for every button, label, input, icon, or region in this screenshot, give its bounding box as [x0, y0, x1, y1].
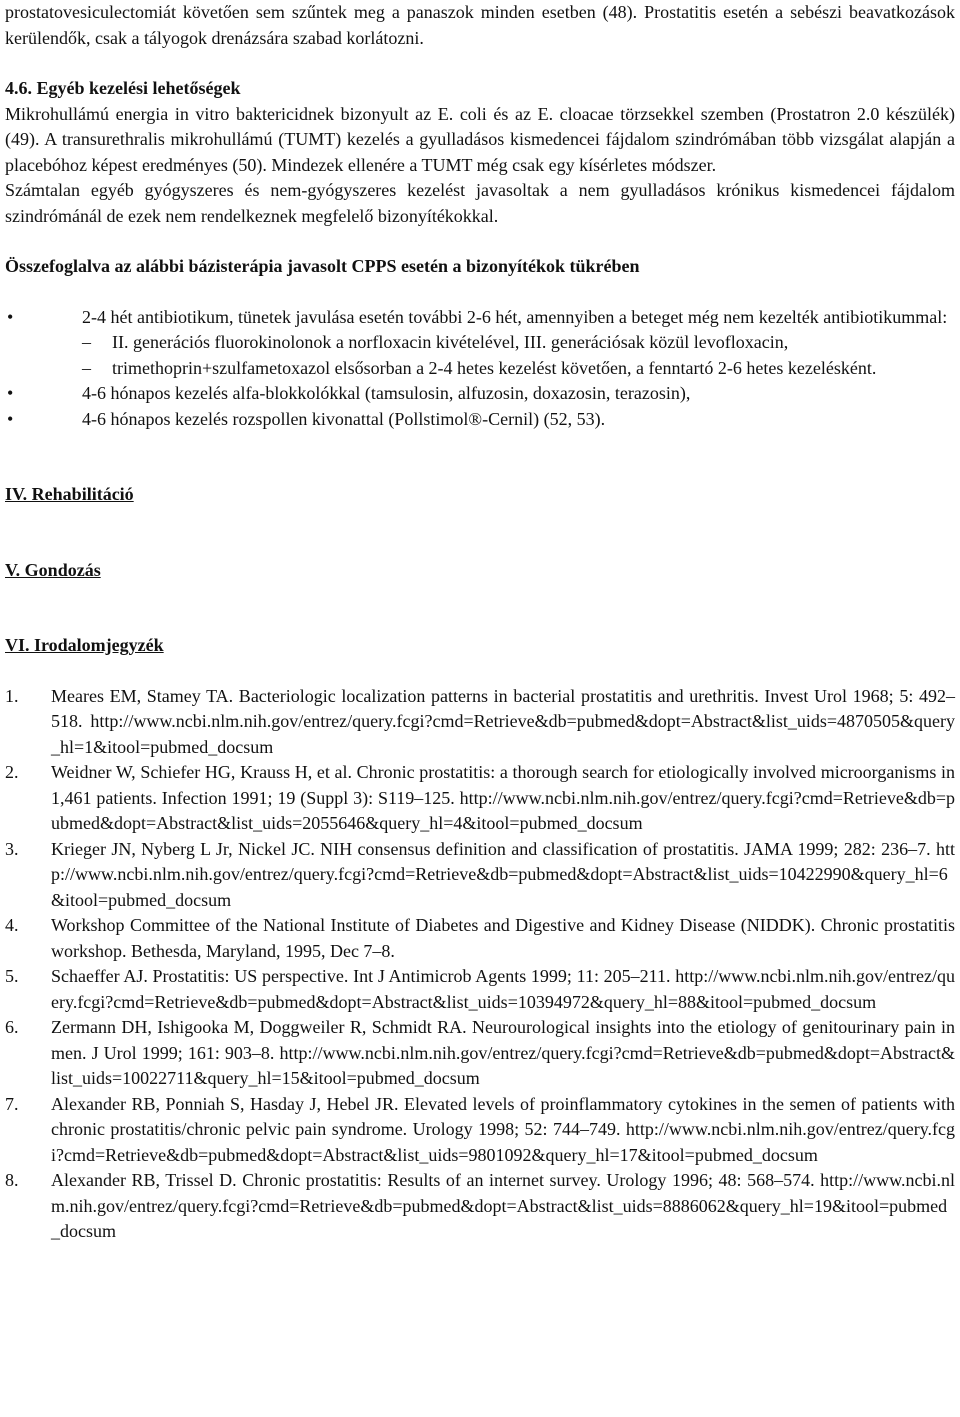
reference-url-link[interactable]: http://www.ncbi.nlm.nih.gov/entrez/query.fcgi?cmd=Retrieve&db=pubmed&dopt=Abstract&list_uids=10022711&query_hl=15&itool=pubmed_docsum	[51, 1042, 955, 1088]
section-heading-care: V. Gondozás	[5, 559, 101, 580]
reference-body	[51, 964, 955, 1015]
dash-text-trimethoprim: trimethoprin+szulfametoxazol elsősorban a 2-4 hetes kezelést követően, a fenntartó 2-6 hetes kezelésként.	[112, 357, 877, 378]
reference-item	[5, 837, 955, 914]
reference-number: 5.	[5, 966, 19, 986]
reference-url-link[interactable]: http://www.ncbi.nlm.nih.gov/entrez/query.fcgi?cmd=Retrieve&db=pubmed&dopt=Abstract&list_uids=4870505&query_hl=1&itool=pubmed_docsum	[51, 711, 955, 757]
reference-number: 2.	[5, 762, 19, 782]
other-treatments-paragraph: Számtalan egyéb gyógyszeres és nem-gyógyszeres kezelést javasoltak a nem gyulladásos krónikus kismedencei fájdalom szindrómánál de ezek nem rendelkeznek megfelelő bizonyítékokkal.	[5, 180, 955, 226]
reference-body	[51, 913, 955, 964]
reference-url-link[interactable]: http://www.ncbi.nlm.nih.gov/entrez/query.fcgi?cmd=Retrieve&db=pubmed&dopt=Abstract&list_uids=10394972&query_hl=88&itool=pubmed_docsum	[51, 966, 955, 1012]
reference-body	[51, 760, 955, 837]
reference-url-link[interactable]: http://www.ncbi.nlm.nih.gov/entrez/query.fcgi?cmd=Retrieve&db=pubmed&dopt=Abstract&list_uids=10422990&query_hl=6&itool=pubmed_docsum	[51, 838, 955, 910]
section-heading-references: VI. Irodalomjegyzék	[5, 635, 164, 655]
reference-item	[5, 1015, 955, 1092]
bullet-icon: •	[7, 306, 14, 327]
list-item	[5, 407, 955, 433]
reference-number: 7.	[5, 1093, 19, 1114]
reference-citation: Workshop Committee of the National Institute of Diabetes and Digestive and Kidney Disease (NIDDK). Chronic prostatitis workshop. Bethesda, Maryland, 1995, Dec 7–8.	[51, 915, 955, 961]
reference-citation: Schaeffer AJ. Prostatitis: US perspective. Int J Antimicrob Agents 1999; 11: 205–211.	[51, 966, 671, 986]
reference-number: 1.	[5, 685, 19, 706]
reference-body	[51, 684, 955, 761]
bullet-text-alpha-blockers: 4-6 hónapos kezelés alfa-blokkolókkal (tamsulosin, alfuzosin, doxazosin, terazosin),	[82, 383, 691, 403]
list-item	[82, 356, 955, 382]
reference-body	[51, 1168, 955, 1245]
microwave-paragraph: Mikrohullámú energia in vitro baktericidnek bizonyult az E. coli és az E. cloacae törzsekkel szemben (Prostatron 2.0 készülék) (49). A transurethralis mikrohullámú (TUMT) kezelés a gyulladásos kismedencei fájdalom szindrómában több vizsgálat alapján a placebóhoz képest eredményes (50). Mindezek ellenére a TUMT még csak egy kísérletes módszer.	[5, 103, 955, 175]
section-heading-4-6: 4.6. Egyéb kezelési lehetőségek	[5, 78, 241, 98]
reference-citation: Alexander RB, Trissel D. Chronic prostatitis: Results of an internet survey. Urology 1996; 48: 568–574.	[51, 1170, 815, 1190]
reference-body	[51, 1092, 955, 1169]
intro-paragraph: prostatovesiculectomiát követően sem szűntek meg a panaszok minden esetben (48). Prostatitis esetén a sebészi beavatkozások kerülendők, csak a tályogok drenázsára szabad korlátozni.	[5, 2, 955, 48]
list-item	[5, 305, 955, 382]
reference-item	[5, 913, 955, 964]
reference-citation: Zermann DH, Ishigooka M, Doggweiler R, Schmidt RA. Neurourological insights into the etiology of genitourinary pain in men. J Urol 1999; 161: 903–8.	[51, 1017, 955, 1063]
reference-number: 8.	[5, 1170, 19, 1190]
section-heading-rehabilitation: IV. Rehabilitáció	[5, 484, 134, 504]
bullet-icon: •	[7, 408, 14, 429]
reference-citation: Alexander RB, Ponniah S, Hasday J, Hebel JR. Elevated levels of proinflammatory cytokines in the semen of patients with chronic prostatitis/chronic pelvic pain syndrome. Urology 1998; 52: 744–749.	[51, 1093, 955, 1139]
list-item	[82, 330, 955, 356]
reference-citation: Meares EM, Stamey TA. Bacteriologic localization patterns in bacterial prostatitis and urethritis. Invest Urol 1968; 5: 492–518.	[51, 685, 955, 731]
reference-number: 6.	[5, 1017, 19, 1037]
reference-url-link[interactable]: http://www.ncbi.nlm.nih.gov/entrez/query.fcgi?cmd=Retrieve&db=pubmed&dopt=Abstract&list_uids=9801092&query_hl=17&itool=pubmed_docsum	[51, 1119, 956, 1165]
reference-url-link[interactable]: http://www.ncbi.nlm.nih.gov/entrez/query.fcgi?cmd=Retrieve&db=pubmed&dopt=Abstract&list_uids=8886062&query_hl=19&itool=pubmed_docsum	[51, 1170, 955, 1241]
reference-item	[5, 964, 955, 1015]
reference-item	[5, 760, 955, 837]
dash-text-fluoroquinolones: II. generációs fluorokinolonok a norfloxacin kivételével, III. generációsak közül levofloxacin,	[112, 332, 789, 352]
reference-item	[5, 684, 955, 761]
bullet-icon: •	[7, 383, 14, 403]
reference-body	[51, 1015, 955, 1092]
reference-body	[51, 837, 955, 914]
reference-number: 3.	[5, 838, 19, 859]
list-item	[5, 381, 955, 407]
bullet-text-antibiotics: 2-4 hét antibiotikum, tünetek javulása esetén további 2-6 hét, amennyiben a beteget még nem kezelték antibiotikummal:	[82, 306, 948, 327]
reference-list	[5, 684, 955, 1245]
reference-url-link[interactable]: http://www.ncbi.nlm.nih.gov/entrez/query.fcgi?cmd=Retrieve&db=pubmed&dopt=Abstract&list_uids=2055646&query_hl=4&itool=pubmed_docsum	[51, 787, 955, 833]
dash-icon: –	[82, 332, 91, 352]
reference-citation: Weidner W, Schiefer HG, Krauss H, et al. Chronic prostatitis: a thorough search for etiologically involved microorganisms in 1,461 patients. Infection 1991; 19 (Suppl 3): S119–125.	[51, 762, 955, 808]
summary-heading: Összefoglalva az alábbi bázisterápia javasolt CPPS esetén a bizonyítékok tükrében	[5, 256, 640, 276]
reference-citation: Krieger JN, Nyberg L Jr, Nickel JC. NIH consensus definition and classification of prostatitis. JAMA 1999; 282: 236–7.	[51, 838, 931, 859]
therapy-bullet-list	[5, 305, 955, 433]
reference-item	[5, 1092, 955, 1169]
dash-icon: –	[82, 357, 91, 378]
bullet-text-pollen-extract: 4-6 hónapos kezelés rozspollen kivonattal (Pollstimol®-Cernil) (52, 53).	[82, 408, 606, 429]
reference-item	[5, 1168, 955, 1245]
reference-number: 4.	[5, 915, 19, 935]
